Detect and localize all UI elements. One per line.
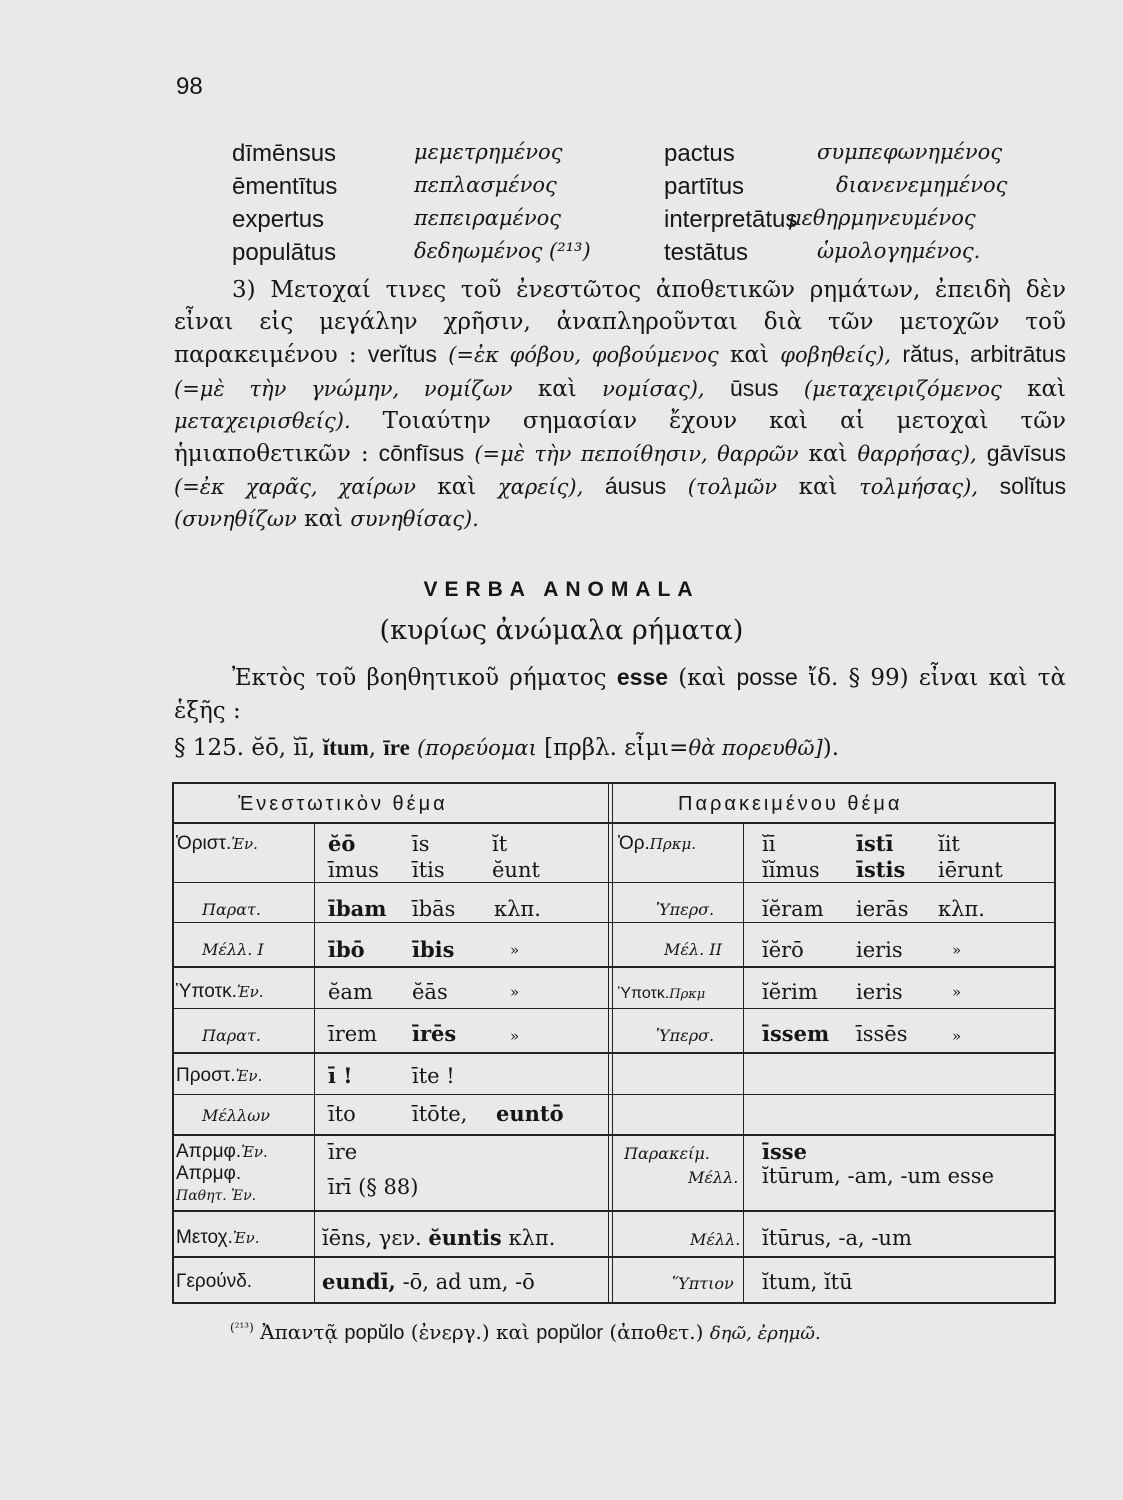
row-label: Παθητ. Ἐν. bbox=[176, 1188, 257, 1204]
form: ĭtum, ĭtū bbox=[762, 1270, 853, 1294]
latin-word: testātus bbox=[664, 239, 749, 266]
greek-gloss: (=μὲ τὴν πεποίθησιν, θαρρῶν bbox=[474, 442, 799, 467]
form: īre bbox=[328, 1140, 358, 1164]
section-heading: VERBA ANOMALA bbox=[423, 578, 700, 601]
text: Τοιαύτην σημασίαν ἔχουν καὶ αἱ μετοχαὶ τῶν ἡμιαποθετικῶν : bbox=[174, 407, 1067, 468]
bold-form: īre bbox=[383, 735, 410, 760]
greek-gloss: (συνηθίζων bbox=[174, 507, 297, 532]
intro-paragraph bbox=[174, 661, 1066, 728]
form: ĭēns, γεν. ĕuntis κλπ. bbox=[322, 1225, 556, 1250]
footnote-mark: (²¹³) bbox=[230, 1320, 254, 1335]
greek-gloss: δεδηωμένος (²¹³) bbox=[414, 239, 591, 263]
vocab-row bbox=[232, 140, 1072, 173]
latin-word: dīmēnsus bbox=[232, 140, 337, 167]
form: ĭĕram bbox=[762, 897, 824, 921]
greek-gloss: θαρρήσας), bbox=[857, 442, 977, 467]
text: (ἐνεργ.) καὶ bbox=[410, 1320, 530, 1344]
form: ĕās bbox=[412, 980, 448, 1004]
row-label: Μέλλ. I bbox=[202, 940, 264, 959]
vocabulary-list bbox=[232, 140, 1072, 272]
row-label: Παρατ. bbox=[202, 1026, 261, 1045]
form: īte ! bbox=[412, 1064, 455, 1088]
row-label: Μετοχ.Ἐν. bbox=[176, 1227, 260, 1248]
vocab-row bbox=[232, 173, 1072, 206]
form: ĭt bbox=[492, 832, 508, 856]
punct: ). bbox=[822, 735, 840, 761]
row-label: Απρμφ. bbox=[176, 1163, 242, 1184]
greek-gloss: συμπεφωνημένος bbox=[817, 140, 1003, 164]
section-number: § 125. bbox=[174, 735, 245, 761]
row-label: Ὑποτκ.Ἐν. bbox=[176, 981, 264, 1002]
latin-word: pactus bbox=[664, 140, 735, 167]
latin-term: áusus bbox=[604, 473, 667, 500]
form: ībās bbox=[412, 897, 456, 921]
latin-term: solĭtus bbox=[999, 473, 1067, 500]
form: ĕam bbox=[328, 980, 373, 1004]
header-present-stem: Ἐνεστωτικὸν θέμα bbox=[238, 793, 448, 815]
paragraph-3 bbox=[174, 274, 1066, 536]
header-perfect-stem: Παρακειμένου θέμα bbox=[678, 793, 903, 815]
greek-gloss: νομίσας), bbox=[602, 376, 705, 401]
form: ībō bbox=[328, 937, 365, 962]
form: ierās bbox=[856, 897, 909, 921]
text: καὶ bbox=[437, 474, 477, 501]
text: καὶ bbox=[730, 342, 769, 369]
form: ieris bbox=[856, 938, 903, 962]
greek-gloss: (πορεύομαι bbox=[417, 736, 537, 760]
form: ĭtūrum, -am, -um esse bbox=[762, 1164, 995, 1188]
greek-gloss: χαρείς), bbox=[497, 475, 584, 500]
row-label: Ὑπερσ. bbox=[656, 1026, 715, 1045]
form: ĭī bbox=[762, 832, 776, 856]
latin-term: posse bbox=[736, 664, 798, 690]
text: Ἐκτὸς τοῦ βοηθητικοῦ ρήματος bbox=[232, 665, 607, 691]
ditto-mark: » bbox=[510, 941, 520, 959]
ditto-mark: » bbox=[952, 1027, 962, 1045]
form: euntō bbox=[496, 1101, 564, 1126]
greek-gloss: μεταχειρισθείς). bbox=[174, 408, 351, 433]
conjugation-table bbox=[172, 782, 1056, 1306]
latin-word: populātus bbox=[232, 239, 337, 266]
form: ĭĭmus bbox=[762, 858, 820, 882]
ditto-mark: » bbox=[952, 941, 962, 959]
greek-gloss: τολμήσας), bbox=[859, 475, 979, 500]
bold-form: ĭtum bbox=[322, 735, 369, 760]
row-label: Προστ.Ἐν. bbox=[176, 1065, 263, 1086]
greek-gloss: συνηθίσας). bbox=[350, 507, 479, 532]
form: īto bbox=[328, 1102, 356, 1126]
latin-term: rătus, arbitrātus bbox=[902, 341, 1067, 368]
latin-forms: ĕō, ĭī, bbox=[251, 735, 316, 761]
form: eundī, -ō, ad um, -ō bbox=[322, 1269, 535, 1294]
text: καὶ bbox=[304, 506, 344, 533]
form: ĕunt bbox=[492, 858, 540, 882]
row-label: Γερούνδ. bbox=[176, 1271, 253, 1292]
greek-gloss: δηῶ, ἐρημῶ. bbox=[709, 1323, 821, 1344]
form: ĭĕrim bbox=[762, 980, 818, 1004]
row-label: Παρατ. bbox=[202, 900, 261, 919]
form: īssēs bbox=[856, 1022, 908, 1046]
ditto-mark: » bbox=[510, 983, 520, 1001]
latin-term: gāvīsus bbox=[986, 440, 1067, 467]
greek-gloss: θὰ πορευθῶ] bbox=[688, 736, 823, 760]
form: īstī bbox=[856, 831, 894, 856]
row-label: Ὑπερσ. bbox=[656, 900, 715, 919]
text: Ἀπαντᾷ bbox=[260, 1320, 338, 1344]
vocab-row bbox=[232, 239, 1072, 272]
form: īrēs bbox=[412, 1021, 457, 1046]
row-label: Μέλλων bbox=[202, 1106, 271, 1125]
form: iērunt bbox=[938, 858, 1003, 882]
latin-word: ēmentītus bbox=[232, 173, 338, 200]
section-125 bbox=[174, 735, 839, 761]
form: ĭit bbox=[938, 832, 960, 856]
latin-word: expertus bbox=[232, 206, 325, 233]
row-label: Ὁριστ.Ἐν. bbox=[176, 833, 258, 854]
row-label: Απρμφ.Ἐν. bbox=[176, 1141, 268, 1162]
greek-gloss: μεθηρμηνευμένος bbox=[788, 206, 976, 230]
bold-term: esse bbox=[616, 664, 668, 690]
form: κλπ. bbox=[494, 897, 541, 921]
greek-gloss: πεπλασμένος bbox=[414, 173, 557, 197]
latin-word: partītus bbox=[664, 173, 745, 200]
text: καὶ bbox=[808, 441, 848, 468]
punct: , bbox=[368, 735, 377, 761]
greek-gloss: (μεταχειριζόμενος bbox=[803, 376, 1002, 401]
form: ītōte, bbox=[412, 1102, 468, 1126]
form: īstis bbox=[856, 857, 906, 882]
greek-gloss: ὡμολογημένος. bbox=[817, 239, 981, 263]
row-label: Ὑποτκ.Πρκμ bbox=[618, 985, 706, 1002]
text: καὶ bbox=[1027, 375, 1067, 402]
row-label: Μέλλ. bbox=[688, 1168, 739, 1187]
vocab-row bbox=[232, 206, 1072, 239]
row-label: Μέλ. II bbox=[664, 940, 722, 959]
form: ītis bbox=[412, 858, 445, 882]
form: ī ! bbox=[328, 1063, 353, 1088]
form: īrī (§ 88) bbox=[328, 1175, 419, 1199]
ditto-mark: » bbox=[510, 1027, 520, 1045]
greek-gloss: (=ἐκ χαρᾶς, χαίρων bbox=[174, 475, 416, 500]
ditto-mark: » bbox=[952, 983, 962, 1001]
text: (καὶ bbox=[678, 665, 727, 691]
greek-gloss: (=ἐκ φόβου, φοβούμενος bbox=[448, 343, 719, 368]
latin-word: interpretātus bbox=[664, 206, 798, 233]
row-label: Ὁρ.Πρκμ. bbox=[618, 833, 697, 854]
text: ἴδ. § 99) εἶναι καὶ τὰ ἑξῆς : bbox=[174, 665, 1067, 724]
greek-gloss: μεμετρημένος bbox=[414, 140, 563, 164]
form: κλπ. bbox=[938, 897, 985, 921]
greek-text: [πρβλ. εἶμι= bbox=[544, 735, 689, 761]
latin-term: popŭlo bbox=[344, 1322, 405, 1344]
row-label: Ὕπτιον bbox=[672, 1274, 734, 1293]
greek-gloss: πεπειραμένος bbox=[414, 206, 561, 230]
form: ībis bbox=[412, 937, 455, 962]
section-subheading: (κυρίως ἀνώμαλα ρήματα) bbox=[379, 615, 744, 646]
text: 3) Μετοχαί τινες τοῦ ἐνεστῶτος ἀποθετικῶν ρημάτων, ἐπειδὴ δὲν εἶναι εἰς μεγάλην χρῆσιν, ἀναπληροῦνται διὰ τῶν μετοχῶν τοῦ παρακειμένου : bbox=[174, 277, 1066, 369]
form: īrem bbox=[328, 1022, 378, 1046]
greek-gloss: διανενεμημένος bbox=[836, 173, 1008, 197]
form: ieris bbox=[856, 980, 903, 1004]
footnote bbox=[230, 1320, 821, 1345]
row-label: Μέλλ. bbox=[690, 1230, 741, 1249]
form: īsse bbox=[762, 1139, 807, 1164]
greek-gloss: φοβηθείς), bbox=[780, 343, 892, 368]
page-number: 98 bbox=[176, 73, 203, 100]
form: īs bbox=[412, 832, 430, 856]
form: ĕō bbox=[328, 831, 356, 856]
form: īmus bbox=[328, 858, 379, 882]
text: καὶ bbox=[537, 375, 577, 402]
form: ībam bbox=[328, 896, 387, 921]
greek-gloss: (=μὲ τὴν γνώμην, νομίζων bbox=[174, 376, 513, 401]
row-label: Παρακείμ. bbox=[624, 1144, 710, 1163]
latin-term: popŭlor bbox=[536, 1322, 603, 1344]
latin-term: ūsus bbox=[729, 374, 779, 401]
latin-term: verĭtus bbox=[367, 341, 437, 368]
latin-term: cōnfīsus bbox=[378, 440, 465, 467]
form: īssem bbox=[762, 1021, 830, 1046]
text: καὶ bbox=[798, 474, 838, 501]
form: ĭĕrō bbox=[762, 938, 804, 962]
form: ĭtūrus, -a, -um bbox=[762, 1226, 912, 1250]
greek-gloss: (τολμῶν bbox=[687, 475, 778, 500]
text: (ἀποθετ.) bbox=[609, 1320, 704, 1344]
